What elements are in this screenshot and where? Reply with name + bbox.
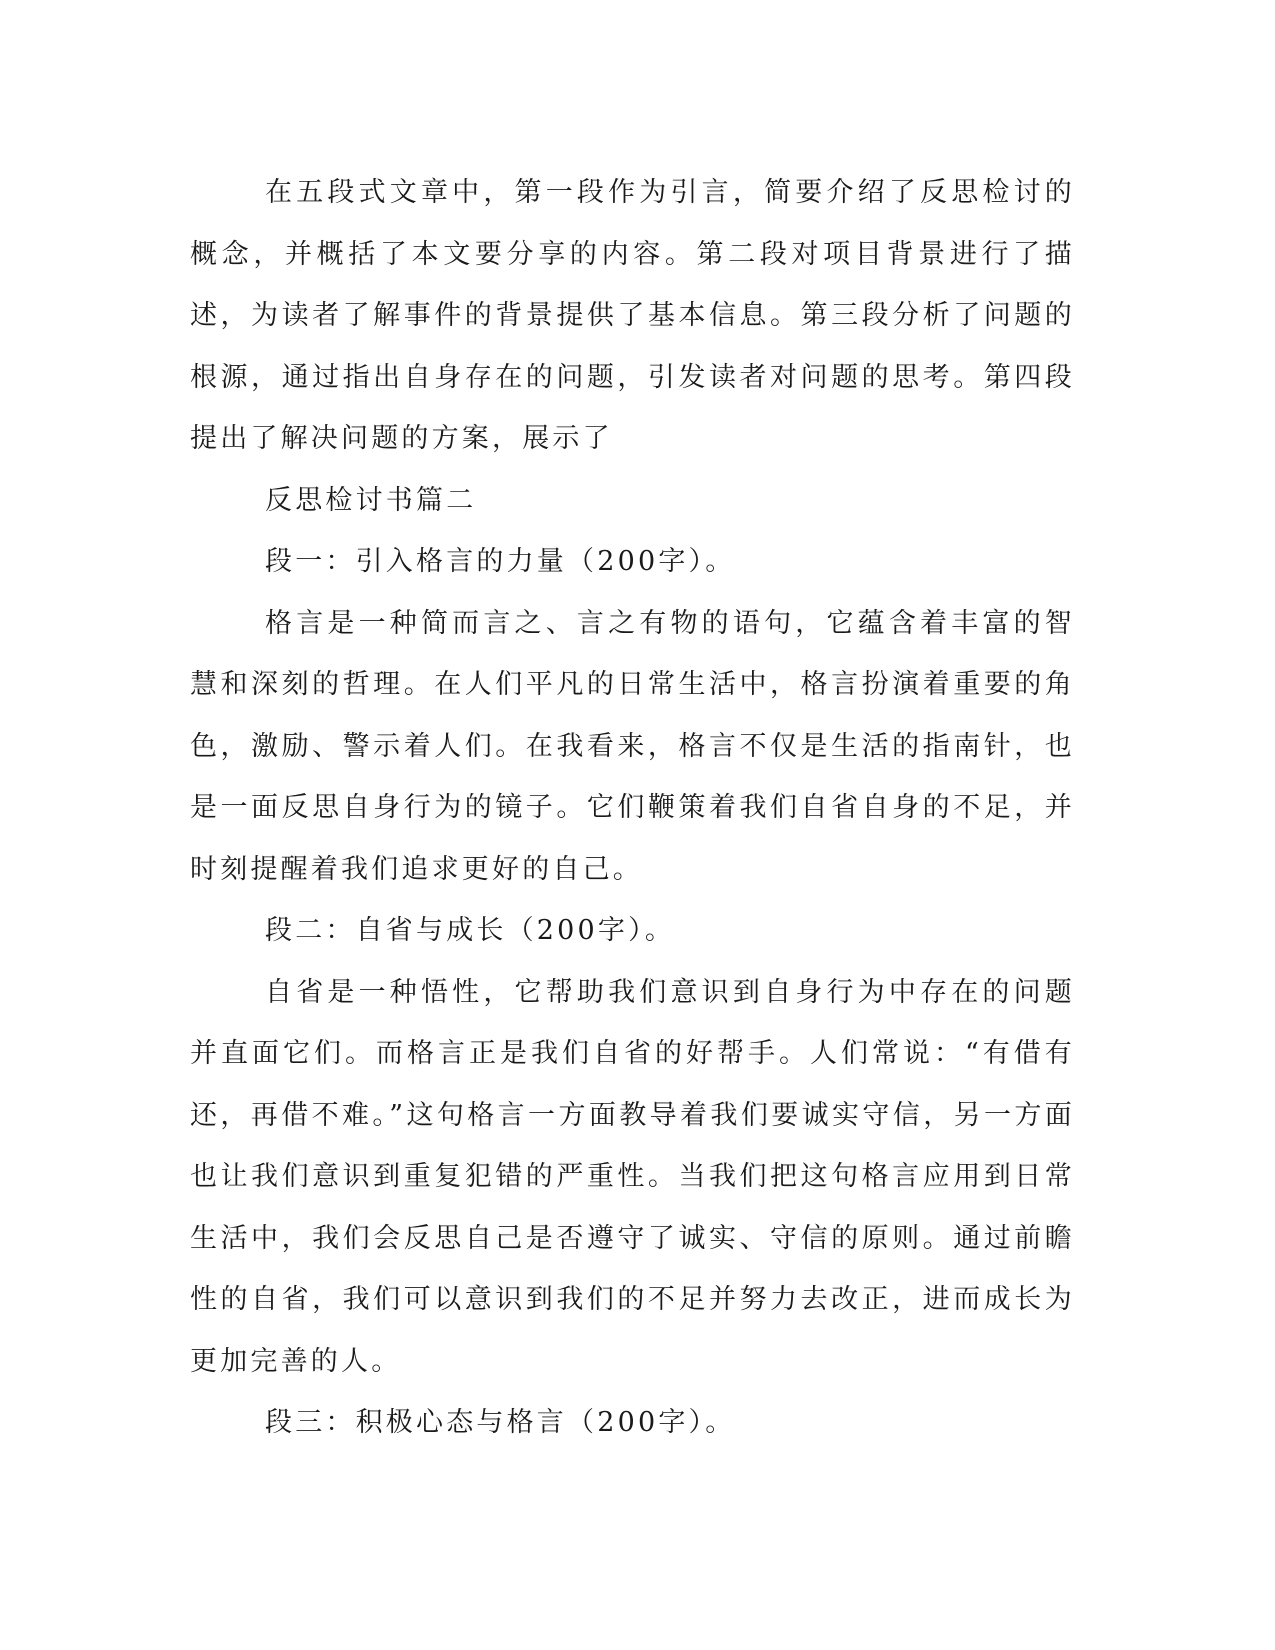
section-heading-part-two: 反思检讨书篇二 bbox=[265, 484, 477, 516]
paragraph-intro-summary: 在五段式文章中，第一段作为引言，简要介绍了反思检讨的概念，并概括了本文要分享的内容。第二段对项目背景进行了描述，为读者了解事件的背景提供了基本信息。第三段分析了问题的根源，通过指出自身存在的问题，引发读者对问题的思考。第四段提出了解决问题的方案，展示了 bbox=[190, 177, 1075, 454]
paragraph-segment-one: 格言是一种简而言之、言之有物的语句，它蕴含着丰富的智慧和深刻的哲理。在人们平凡的日常生活中，格言扮演着重要的角色，激励、警示着人们。在我看来，格言不仅是生活的指南针，也是一面反思自身行为的镜子。它们鞭策着我们自省自身的不足，并时刻提醒着我们追求更好的自己。 bbox=[190, 607, 1075, 885]
paragraph-segment-two: 自省是一种悟性，它帮助我们意识到自身行为中存在的问题并直面它们。而格言正是我们自省的好帮手。人们常说：“有借有还，再借不难。”这句格言一方面教导着我们要诚实守信，另一方面也让我们意识到重复犯错的严重性。当我们把这句格言应用到日常生活中，我们会反思自己是否遵守了诚实、守信的原则。通过前瞻性的自省，我们可以意识到我们的不足并努力去改正，进而成长为更加完善的人。 bbox=[190, 976, 1075, 1377]
section-heading-segment-two: 段二：自省与成长（200字）。 bbox=[265, 915, 676, 946]
document-page bbox=[190, 162, 1075, 1454]
section-heading-segment-three: 段三：积极心态与格言（200字）。 bbox=[265, 1407, 736, 1438]
section-heading-segment-one: 段一：引入格言的力量（200字）。 bbox=[265, 546, 736, 577]
